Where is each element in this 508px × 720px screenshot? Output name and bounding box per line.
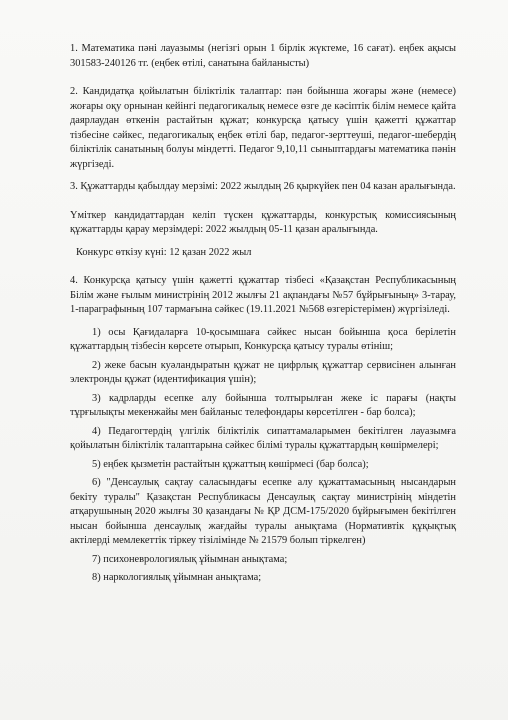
list-item: 2) жеке басын куәландыратын құжат не цифрлық құжаттар сервисінен алынған электронды құжат (идентификация үшін); xyxy=(70,359,456,385)
paragraph-review-period: Үміткер кандидаттардан келіп түскен құжаттарды, конкурстық комиссиясының құжаттарды қарау мерзімдері: 2022 жылдың 05-11 қазан аралығында. xyxy=(70,209,456,235)
paragraph-documents-list-intro: 4. Конкурсқа қатысу үшін қажетті құжаттар тізбесі «Қазақстан Республикасының Білім және ғылым министрінің 2012 жылғы 21 ақпандағы №57 бұйрығының» 3-тарау, 1-параграфының 107 тармағына сәйкес (19.11.2021 №568 өзгерістерімен) жүргізіледі. xyxy=(70,275,456,315)
list-item: 5) еңбек қызметін растайтын құжаттың көшірмесі (бар болса); xyxy=(92,458,369,470)
list-item: 1) осы Қағидаларға 10-қосымшаға сәйкес нысан бойынша қоса берілетін құжаттардың тізбесін көрсете отырып, Конкурсқа қатысу туралы өтініш; xyxy=(70,326,456,352)
list-item: 8) наркологиялық ұйымнан анықтама; xyxy=(92,572,262,583)
documents-list xyxy=(70,326,456,586)
list-item: 4) Педагогтердің үлгілік біліктілік сипаттамаларымен бекітілген лауазымға қойылатын біліктілік талаптарына сәйкес білімі туралы құжаттардың көшірмелері; xyxy=(70,425,456,451)
list-item: 3) кадрларды есепке алу бойынша толтырылған жеке іс парағы (нақты тұрғылықты мекенжайы мен байланыс телефондары көрсетілген - бар болса); xyxy=(70,392,456,418)
list-item: 6) "Денсаулық сақтау саласындағы есепке алу құжаттамасының нысандарын бекіту туралы" Қазақстан Республикасы Денсаулық сақтау министрінің міндетін атқарушының 2020 жылғы 30 қазандағы № ҚР ДСМ-175/2020 бұйрығымен бекітілген нысан бойынша денсаулық жағдайы туралы анықтама (Нормативтік құқықтық актілерді мемлекеттік тіркеу тізілімінде № 21579 болып тіркелген) xyxy=(70,477,456,546)
list-item: 7) психоневрологиялық ұйымнан анықтама; xyxy=(92,553,288,565)
paragraph-contest-date: Конкурс өткізу күні: 12 қазан 2022 жыл xyxy=(76,246,252,258)
paragraph-requirements: 2. Кандидатқа қойылатын біліктілік талаптар: пән бойынша жоғары және (немесе) жоғары оқу орнынан кейінгі педагогикалық немесе өзге де кәсіптік білім немесе қайта даярлаудан өткенін растайтын құжат; конкурсқа қатысу үшін қажетті құжаттар тізбесіне сәйкес, педагогикалық еңбек өтілі бар, педагог-зерттеуші, педагог-шебердің біліктілік санатының болуы міндетті. Педагог 9,10,11 сыныптардағы математика пәнін жүргізеді. xyxy=(70,86,456,170)
paragraph-submission-period: 3. Құжаттарды қабылдау мерзімі: 2022 жылдың 26 қыркүйек пен 04 казан аралығында. xyxy=(70,181,456,192)
paragraph-position: 1. Математика пәні лауазымы (негізгі орын 1 бірлік жүктеме, 16 сағат). еңбек ақысы 301583-240126 тг. (еңбек өтілі, санатына байланысты) xyxy=(70,43,456,69)
